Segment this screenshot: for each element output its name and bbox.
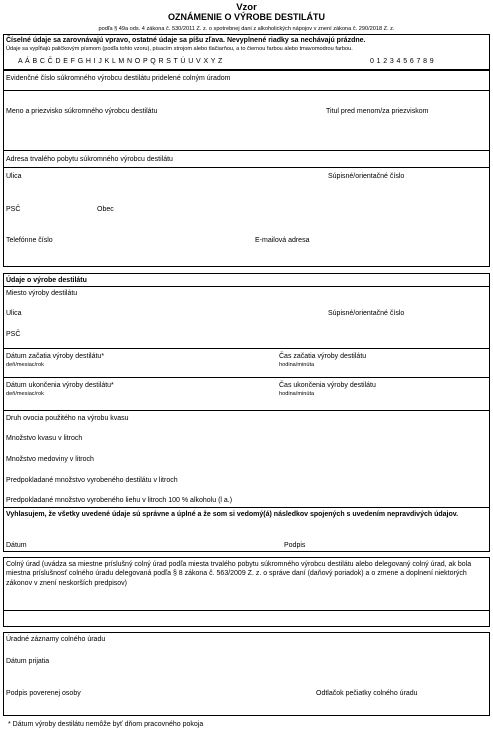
divider [3, 286, 490, 287]
receipt-date-label: Dátum prijatia [6, 658, 50, 665]
form-title: OZNÁMENIE O VÝROBE DESTILÁTU [167, 12, 325, 22]
postal-code-label: PSČ [6, 206, 21, 213]
fruit-type-label: Druh ovocia použitého na výrobu kvasu [6, 415, 129, 422]
customs-office-text: Colný úrad (uvádza sa miestne príslušný colný úrad podľa miesta trvalého pobytu súkromného výrobcu destilátu alebo delegovaný colný úrad, ak bola miestna príslušnosť colného úradu delegovaná podľa § 8 zákona č. 563/2009 Z. z. o správe daní (daňový poriadok) a o zmene a doplnení niektorých zákonov v znení neskorších predpisov) [6, 561, 472, 587]
producer-title-label: Titul pred menom/za priezviskom [326, 108, 429, 115]
sample-letters: A Á B C Č D E F G H I J K L M N O P Q R S T Ú U V X Y Z [18, 58, 223, 65]
official-records-heading: Úradné záznamy colného úradu [6, 636, 106, 643]
declaration-date-label: Dátum [6, 542, 27, 549]
stamp-label: Odtlačok pečiatky colného úradu [316, 690, 418, 697]
phone-label: Telefónne číslo [6, 237, 53, 244]
divider [3, 150, 490, 151]
email-label: E-mailová adresa [255, 237, 310, 244]
house-number-label: Súpisné/orientačné číslo [328, 173, 405, 180]
start-time-label: Čas začatia výroby destilátu [279, 353, 367, 360]
mead-amount-label: Množstvo medoviny v litroch [6, 456, 94, 463]
expected-distillate-label: Predpokladané množstvo vyrobeného destilátu v litroch [6, 477, 178, 484]
end-time-format: hodina/minúta [279, 391, 315, 397]
mash-amount-label: Množstvo kvasu v litroch [6, 435, 83, 442]
form-subtitle: podľa § 49a ods. 4 zákona č. 530/2011 Z. z. o spotrebnej dani z alkoholických nápojov v znení zákona č. 290/2018 Z. z. [98, 26, 395, 32]
divider [3, 377, 490, 378]
production-box [3, 273, 490, 508]
production-heading: Údaje o výrobe destilátu [6, 277, 87, 284]
footnote: * Dátum výroby destilátu nemôže byť dňom pracovného pokoja [8, 721, 204, 728]
declaration-signature-label: Podpis [284, 542, 306, 549]
start-date-format: deň/mesiac/rok [6, 362, 44, 368]
producer-id-label: Evidenčné číslo súkromného výrobcu destilátu pridelené colným úradom [6, 75, 231, 82]
divider [3, 410, 490, 411]
official-signature-label: Podpis poverenej osoby [6, 690, 81, 697]
instructions-line1: Číselné údaje sa zarovnávajú vpravo, ostatné údaje sa píšu zľava. Nevyplnené riadky sa nechávajú prázdne. [6, 37, 366, 44]
producer-name-label: Meno a priezvisko súkromného výrobcu destilátu [6, 108, 158, 115]
city-label: Obec [97, 206, 114, 213]
production-street-label: Ulica [6, 310, 22, 317]
official-records-box [3, 632, 490, 716]
production-postal-code-label: PSČ [6, 331, 21, 338]
sample-digits: 0 1 2 3 4 5 6 7 8 9 [370, 58, 435, 65]
production-place-label: Miesto výroby destilátu [6, 290, 78, 297]
vzor-label: Vzor [236, 2, 257, 13]
end-date-label: Dátum ukončenia výroby destilátu* [6, 382, 114, 389]
producer-box [3, 70, 490, 267]
divider [3, 90, 490, 91]
divider [3, 610, 490, 611]
address-label: Adresa trvalého pobytu súkromného výrobcu destilátu [6, 156, 173, 163]
expected-alcohol-label: Predpokladané množstvo vyrobeného liehu v litroch 100 % alkoholu (l a.) [6, 497, 233, 504]
start-date-label: Dátum začatia výroby destilátu* [6, 353, 105, 360]
end-time-label: Čas ukončenia výroby destilátu [279, 382, 376, 389]
end-date-format: deň/mesiac/rok [6, 391, 44, 397]
divider [3, 348, 490, 349]
production-house-number-label: Súpisné/orientačné číslo [328, 310, 405, 317]
divider [3, 167, 490, 168]
declaration-text: Vyhlasujem, že všetky uvedené údaje sú správne a úplné a že som si vedomý(á) následkov spojených s uvedením nepravdivých údajov. [6, 511, 459, 518]
start-time-format: hodina/minúta [279, 362, 315, 368]
street-label: Ulica [6, 173, 22, 180]
instructions-line2: Údaje sa vypĺňajú paličkovým písmom (podľa tohto vzoru), písacím strojom alebo tlačiarňou, a to čiernou farbou alebo tmavomodrou farbou. [6, 46, 353, 52]
